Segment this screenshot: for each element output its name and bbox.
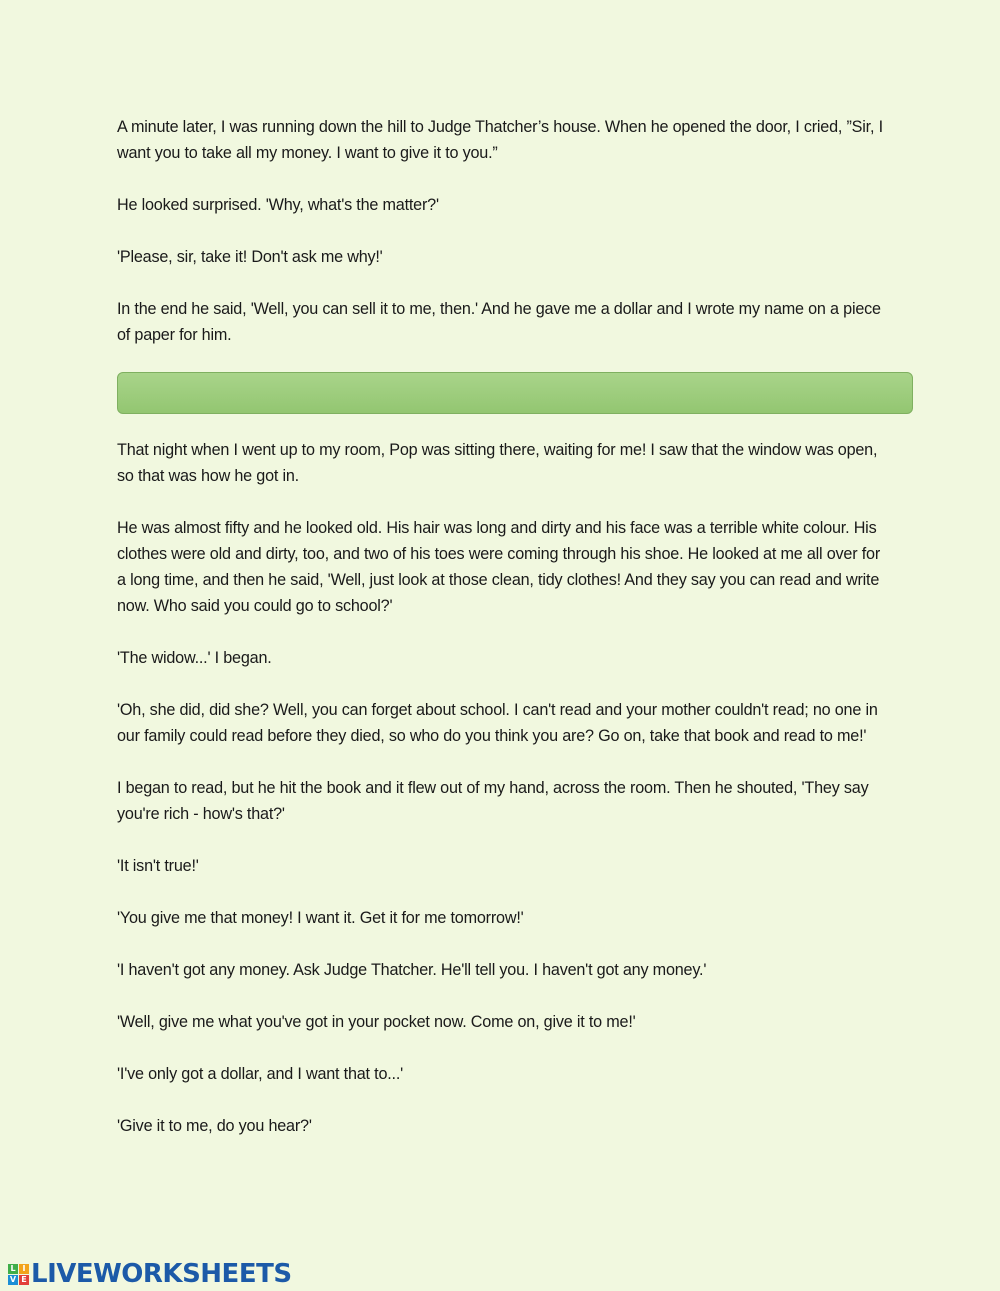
logo-letter: I (19, 1264, 29, 1274)
story-section-1 (117, 114, 887, 348)
paragraph: 'Give it to me, do you hear?' (117, 1117, 312, 1135)
paragraph: I began to read, but he hit the book and it flew out of my hand, across the room. Then he shouted, 'They say you're rich - how's that?' (117, 779, 869, 823)
paragraph: In the end he said, 'Well, you can sell it to me, then.' And he gave me a dollar and I wrote my name on a piece of paper for him. (117, 300, 881, 344)
liveworksheets-logo (8, 1259, 292, 1289)
paragraph: 'Well, give me what you've got in your pocket now. Come on, give it to me!' (117, 1013, 636, 1031)
paragraph: 'You give me that money! I want it. Get it for me tomorrow!' (117, 909, 524, 927)
paragraph: That night when I went up to my room, Pop was sitting there, waiting for me! I saw that the window was open, so that was how he got in. (117, 441, 878, 485)
paragraph: 'Please, sir, take it! Don't ask me why!' (117, 248, 383, 266)
paragraph: 'I've only got a dollar, and I want that to...' (117, 1065, 404, 1083)
logo-letter: V (9, 1274, 17, 1284)
paragraph: A minute later, I was running down the hill to Judge Thatcher’s house. When he opened the door, I cried, ”Sir, I want you to take all my money. I want to give it to you.” (117, 118, 883, 162)
answer-input[interactable] (117, 372, 913, 414)
logo-letter: L (8, 1264, 18, 1274)
paragraph: He was almost fifty and he looked old. His hair was long and dirty and his face was a terrible white colour. His clothes were old and dirty, too, and two of his toes were coming through his shoe. He looked at me all over for a long time, and then he said, 'Well, just look at those clean, tidy clothes! And they say you can read and write now. Who said you could go to school?' (117, 519, 881, 615)
logo-blocks-icon (8, 1264, 29, 1285)
paragraph: 'Oh, she did, did she? Well, you can forget about school. I can't read and your mother couldn't read; no one in our family could read before they died, so who do you think you are? Go on, take that book and read to me!' (117, 701, 878, 745)
logo-text: LIVEWORKSHEETS (31, 1259, 292, 1289)
paragraph: 'I haven't got any money. Ask Judge Thatcher. He'll tell you. I haven't got any money.' (117, 961, 707, 979)
story-section-2 (117, 437, 887, 1139)
paragraph: 'It isn't true!' (117, 857, 199, 875)
paragraph: He looked surprised. 'Why, what's the matter?' (117, 196, 439, 214)
logo-letter: E (19, 1275, 29, 1285)
paragraph: 'The widow...' I began. (117, 649, 272, 667)
